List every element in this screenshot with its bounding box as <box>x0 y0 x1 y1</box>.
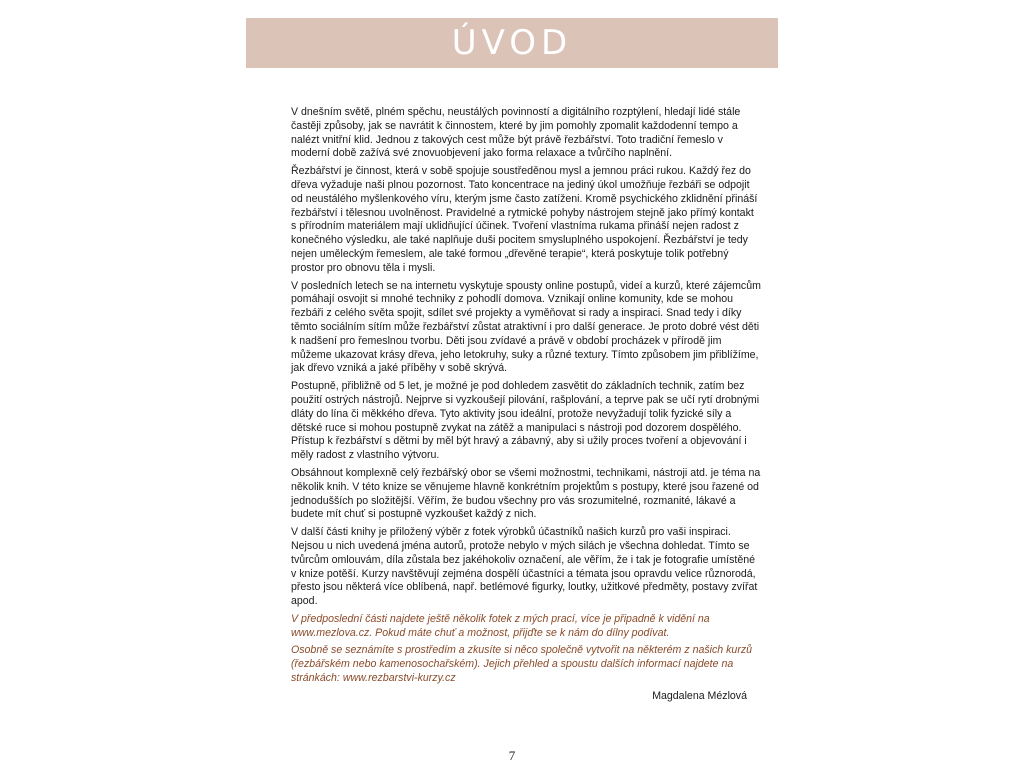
paragraph: Řezbářství je činnost, která v sobě spojuje soustředěnou mysl a jemnou práci rukou. Každý řez do dřeva vyžaduje naši plnou pozornost. Tato koncentrace na jediný úkol umožňuje řezbáři se odpojit od neustálého myšlenkového víru, kterým jsme často zatíženi. Kromě psychického zklidnění přináší řezbářství i tělesnou uvolněnost. Pravidelné a rytmické pohyby nástrojem stejně jako přímý kontakt s přírodním materiálem mají uklidňující účinek. Tvoření vlastníma rukama přináší nejen radost z konečného výsledku, ale také naplňuje duši pocitem smysluplného uspokojení. Řezbářství je tedy nejen uměleckým řemeslem, ale také formou „dřevěné terapie“, která poskytuje tolik potřebný prostor pro obnovu těla i mysli. <box>291 165 758 274</box>
chapter-body <box>291 106 761 704</box>
paragraph: Obsáhnout komplexně celý řezbářský obor se všemi možnostmi, technikami, nástroji atd. je téma na několik knih. V této knize se věnujeme hlavně konkrétním projektům s postupy, které jsou řazené od jednodušších po složitější. Věřím, že budou všechny pro vás srozumitelné, rozmanité, lákavé a budete mít chuť si postupně vyzkoušet každý z nich. <box>291 466 761 521</box>
author-note: V předposlední části najdete ještě několik fotek z mých prací, více je připadně k vidění na www.mezlova.cz. Pokud máte chuť a možnost, přijďte se k nám do dílny podívat. <box>291 612 710 639</box>
paragraph: V dnešním světě, plném spěchu, neustálých povinností a digitálního rozptýlení, hledají lidé stále častěji způsoby, jak se navrátit k činnostem, které by jim pomohly zpomalit každodenní tempo a nalézt vnitřní klid. Jednou z takových cest může být právě řezbářství. Toto tradiční řemeslo v moderní době zažívá své znovuobjevení jako forma relaxace a tvůrčího naplnění. <box>291 106 741 160</box>
paragraph: V posledních letech se na internetu vyskytuje spousty online postupů, videí a kurzů, které zájemcům pomáhají osvojit si mnohé techniky z pohodlí domova. Vznikají online komunity, kde se mohou řezbáři z celého světa spojit, sdílet své projekty a vyměňovat si rady a inspiraci. Snad tedy i díky těmto sociálním sítím může řezbářství zůstat atraktivní i pro další generace. Je proto dobré vést děti k nadšení pro řemeslnou tvorbu. Děti jsou zvídavé a právě v období procházek v přírodě jim můžeme ukazovat krásy dřeva, jeho letokruhy, suky a různé textury. Tímto způsobem jim přiblížíme, jak dřevo vzniká a jaké příběhy v sobě skrývá. <box>291 279 761 375</box>
page-number: 7 <box>508 748 516 763</box>
paragraph: V další části knihy je přiložený výběr z fotek výrobků účastníků našich kurzů pro vaši inspiraci. Nejsou u nich uvedená jména autorů, protože nebylo v mých silách je všechna dohledat. Tímto se tvůrcům omlouvám, díla zůstala bez jakéhokoliv označení, ale věřím, že i tak je fotografie umístěné v knize potěší. Kurzy navštěvují zejména dospělí účastníci a témata jsou opravdu velice různorodá, přesto jsou některá více oblíbená, např. betlémové figurky, loutky, užitkové předměty, postavy zvířat apod. <box>291 526 758 608</box>
author-signature: Magdalena Mézlová <box>652 689 747 702</box>
chapter-title: ÚVOD <box>451 23 573 63</box>
author-note: Osobně se seznámíte s prostředím a zkusíte si něco společně vytvořit na některém z našich kurzů (řezbářském nebo kamenosochařském). Jejich přehled a spoustu dalších informací najdete na stránkách: www.rezbarstvi-kurzy.cz <box>291 644 753 685</box>
chapter-banner <box>246 18 778 68</box>
paragraph: Postupně, přibližně od 5 let, je možné je pod dohledem zasvětit do základních technik, zatím bez použití ostrých nástrojů. Nejprve si vyzkoušejí pilování, rašplování, a teprve pak se učí rytí drobnými dláty do lína či měkkého dřeva. Tyto aktivity jsou ideální, protože nevyžadují tolik fyzické síly a dětské ruce si mohou postupně zvykat na zátěž a manipulaci s nástroji pod dozorem dospělého. Přístup k řezbářství s dětmi by měl být hravý a zábavný, aby si užily proces tvoření a objevování i měly radost z vlastního výtvoru. <box>291 380 760 462</box>
